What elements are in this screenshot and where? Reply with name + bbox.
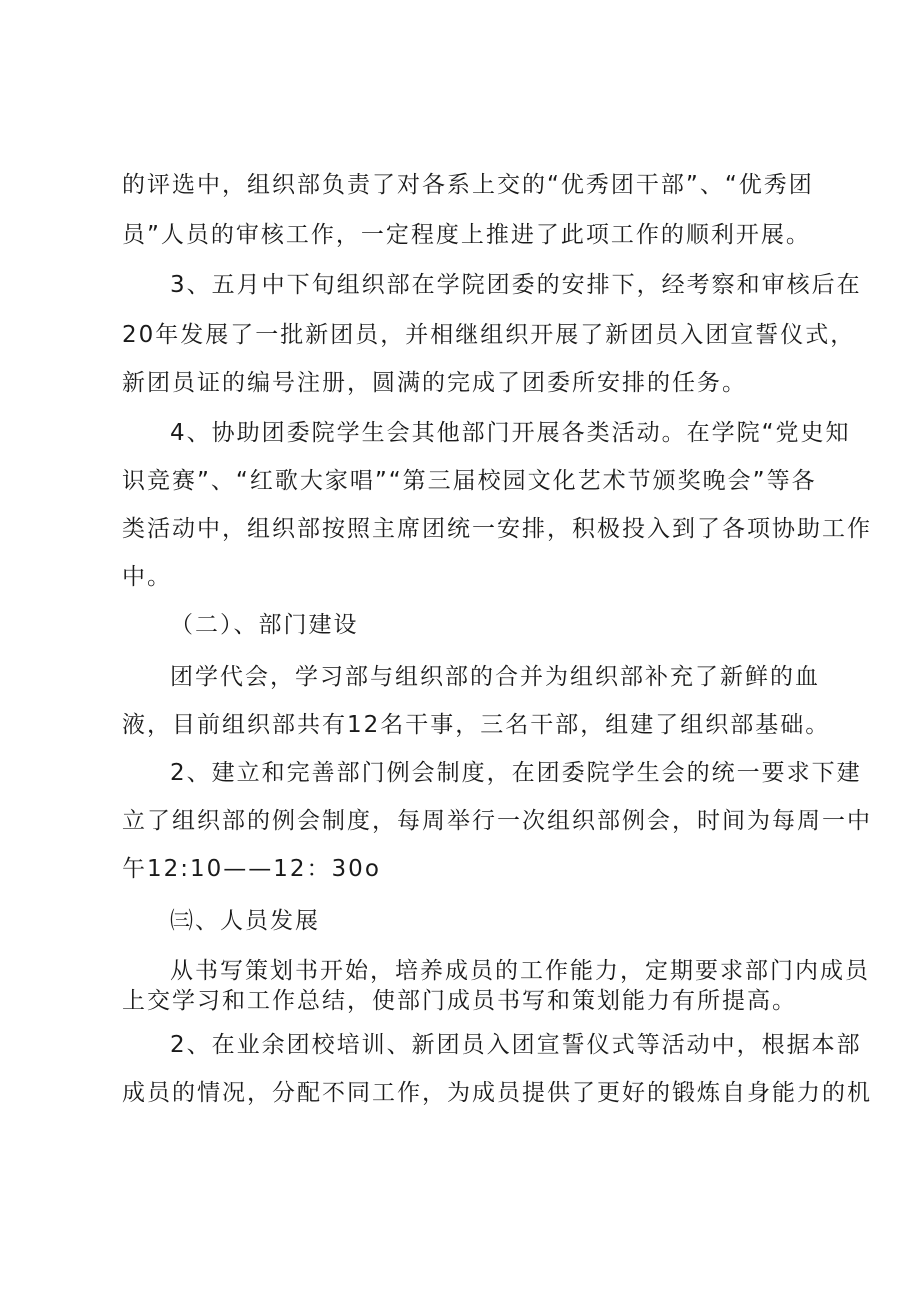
paragraph-line: 类活动中，组织部按照主席团统一安排，积极投入到了各项协助工作: [122, 516, 872, 542]
section-heading: ㈢、人员发展: [170, 908, 320, 934]
paragraph-line: 识竞赛”、“红歌大家唱”“第三届校园文化艺术节颁奖晚会”等各: [122, 468, 817, 494]
paragraph-line: 20年发展了一批新团员，并相继组织开展了新团员入团宣誓仪式，: [122, 322, 856, 348]
paragraph-line: 午12:10——12：30o: [122, 856, 381, 882]
paragraph-line: 从书写策划书开始，培养成员的工作能力，定期要求部门内成员: [170, 958, 870, 984]
paragraph-line: 2、在业余团校培训、新团员入团宣誓仪式等活动中，根据本部: [170, 1032, 862, 1058]
paragraph-line: 员”人员的审核工作，一定程度上推进了此项工作的顺利开展。: [122, 222, 811, 248]
paragraph-line: 成员的情况，分配不同工作，为成员提供了更好的锻炼自身能力的机: [122, 1080, 872, 1106]
paragraph-line: 中。: [122, 564, 172, 590]
paragraph-line: 立了组织部的例会制度，每周举行一次组织部例会，时间为每周一中: [122, 808, 872, 834]
section-heading: （二）、部门建设: [170, 612, 359, 638]
paragraph-line: 4、协助团委院学生会其他部门开展各类活动。在学院“党史知: [170, 420, 851, 446]
paragraph-line: 液，目前组织部共有12名干事，三名干部，组建了组织部基础。: [122, 712, 831, 738]
paragraph-line: 团学代会，学习部与组织部的合并为组织部补充了新鲜的血: [170, 664, 820, 690]
paragraph-line: 2、建立和完善部门例会制度，在团委院学生会的统一要求下建: [170, 760, 862, 786]
paragraph-line: 上交学习和工作总结，使部门成员书写和策划能力有所提高。: [122, 988, 797, 1014]
paragraph-line: 3、五月中下旬组织部在学院团委的安排下，经考察和审核后在: [170, 272, 862, 298]
paragraph-line: 新团员证的编号注册，圆满的完成了团委所安排的任务。: [122, 370, 747, 396]
paragraph-line: 的评选中，组织部负责了对各系上交的“优秀团干部”、“优秀团: [122, 172, 814, 198]
